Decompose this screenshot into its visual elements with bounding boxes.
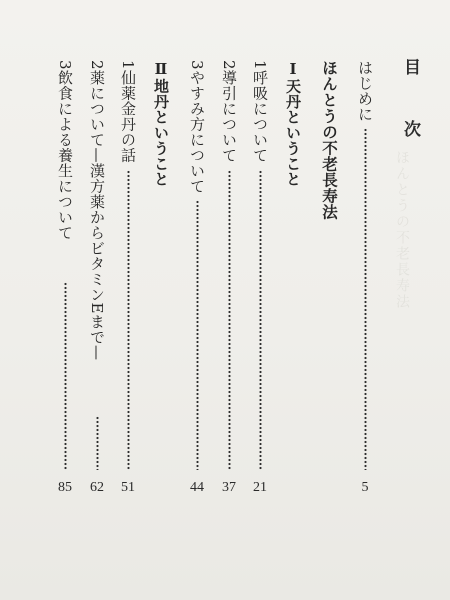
dot-leader [64,282,67,470]
toc-entry-page: 85 [58,480,72,495]
toc-entry-label: Ⅰ天丹ということ [284,60,302,187]
dot-leader [127,170,130,470]
dot-leader [96,416,99,470]
toc-entry-label: 1仙薬金丹の話 [119,60,137,164]
toc-entry-label: 3やすみ方について [188,60,206,195]
toc-entry-label: 1呼吸について [251,60,269,164]
toc-entry-douin[interactable] [218,60,240,500]
toc-entry-label: 3飲食による養生について [56,60,74,241]
dot-leader [228,170,231,470]
toc-entry-elixir[interactable] [117,60,139,500]
bleed-through-text: ほんとうの不老長寿法 [394,150,410,310]
toc-entry-label: 2導引について [220,60,238,164]
toc-entry-breathing[interactable] [249,60,271,500]
toc-entry-label: Ⅱ地丹ということ [152,60,170,187]
dot-leader [196,200,199,470]
toc-entry-page: 51 [121,480,135,495]
toc-entry-label: 2薬について—漢方薬からビタミンEまで— [88,60,106,361]
toc-entry-medicine[interactable] [86,60,108,500]
toc-entry-page: 21 [253,480,267,495]
dot-leader [259,170,262,470]
dot-leader [364,128,367,470]
toc-entry-preface[interactable] [354,60,376,500]
toc-title: 目 次 [400,58,420,151]
toc-entry-page: 5 [361,480,369,495]
toc-entry-rest[interactable] [186,60,208,500]
toc-entry-label: ほんとうの不老長寿法 [320,60,339,220]
toc-entry-diet[interactable] [54,60,76,500]
toc-entry-label: はじめに [356,60,374,122]
toc-entry-page: 37 [222,480,236,495]
toc-entry-page: 44 [190,480,204,495]
toc-entry-page: 62 [90,480,104,495]
